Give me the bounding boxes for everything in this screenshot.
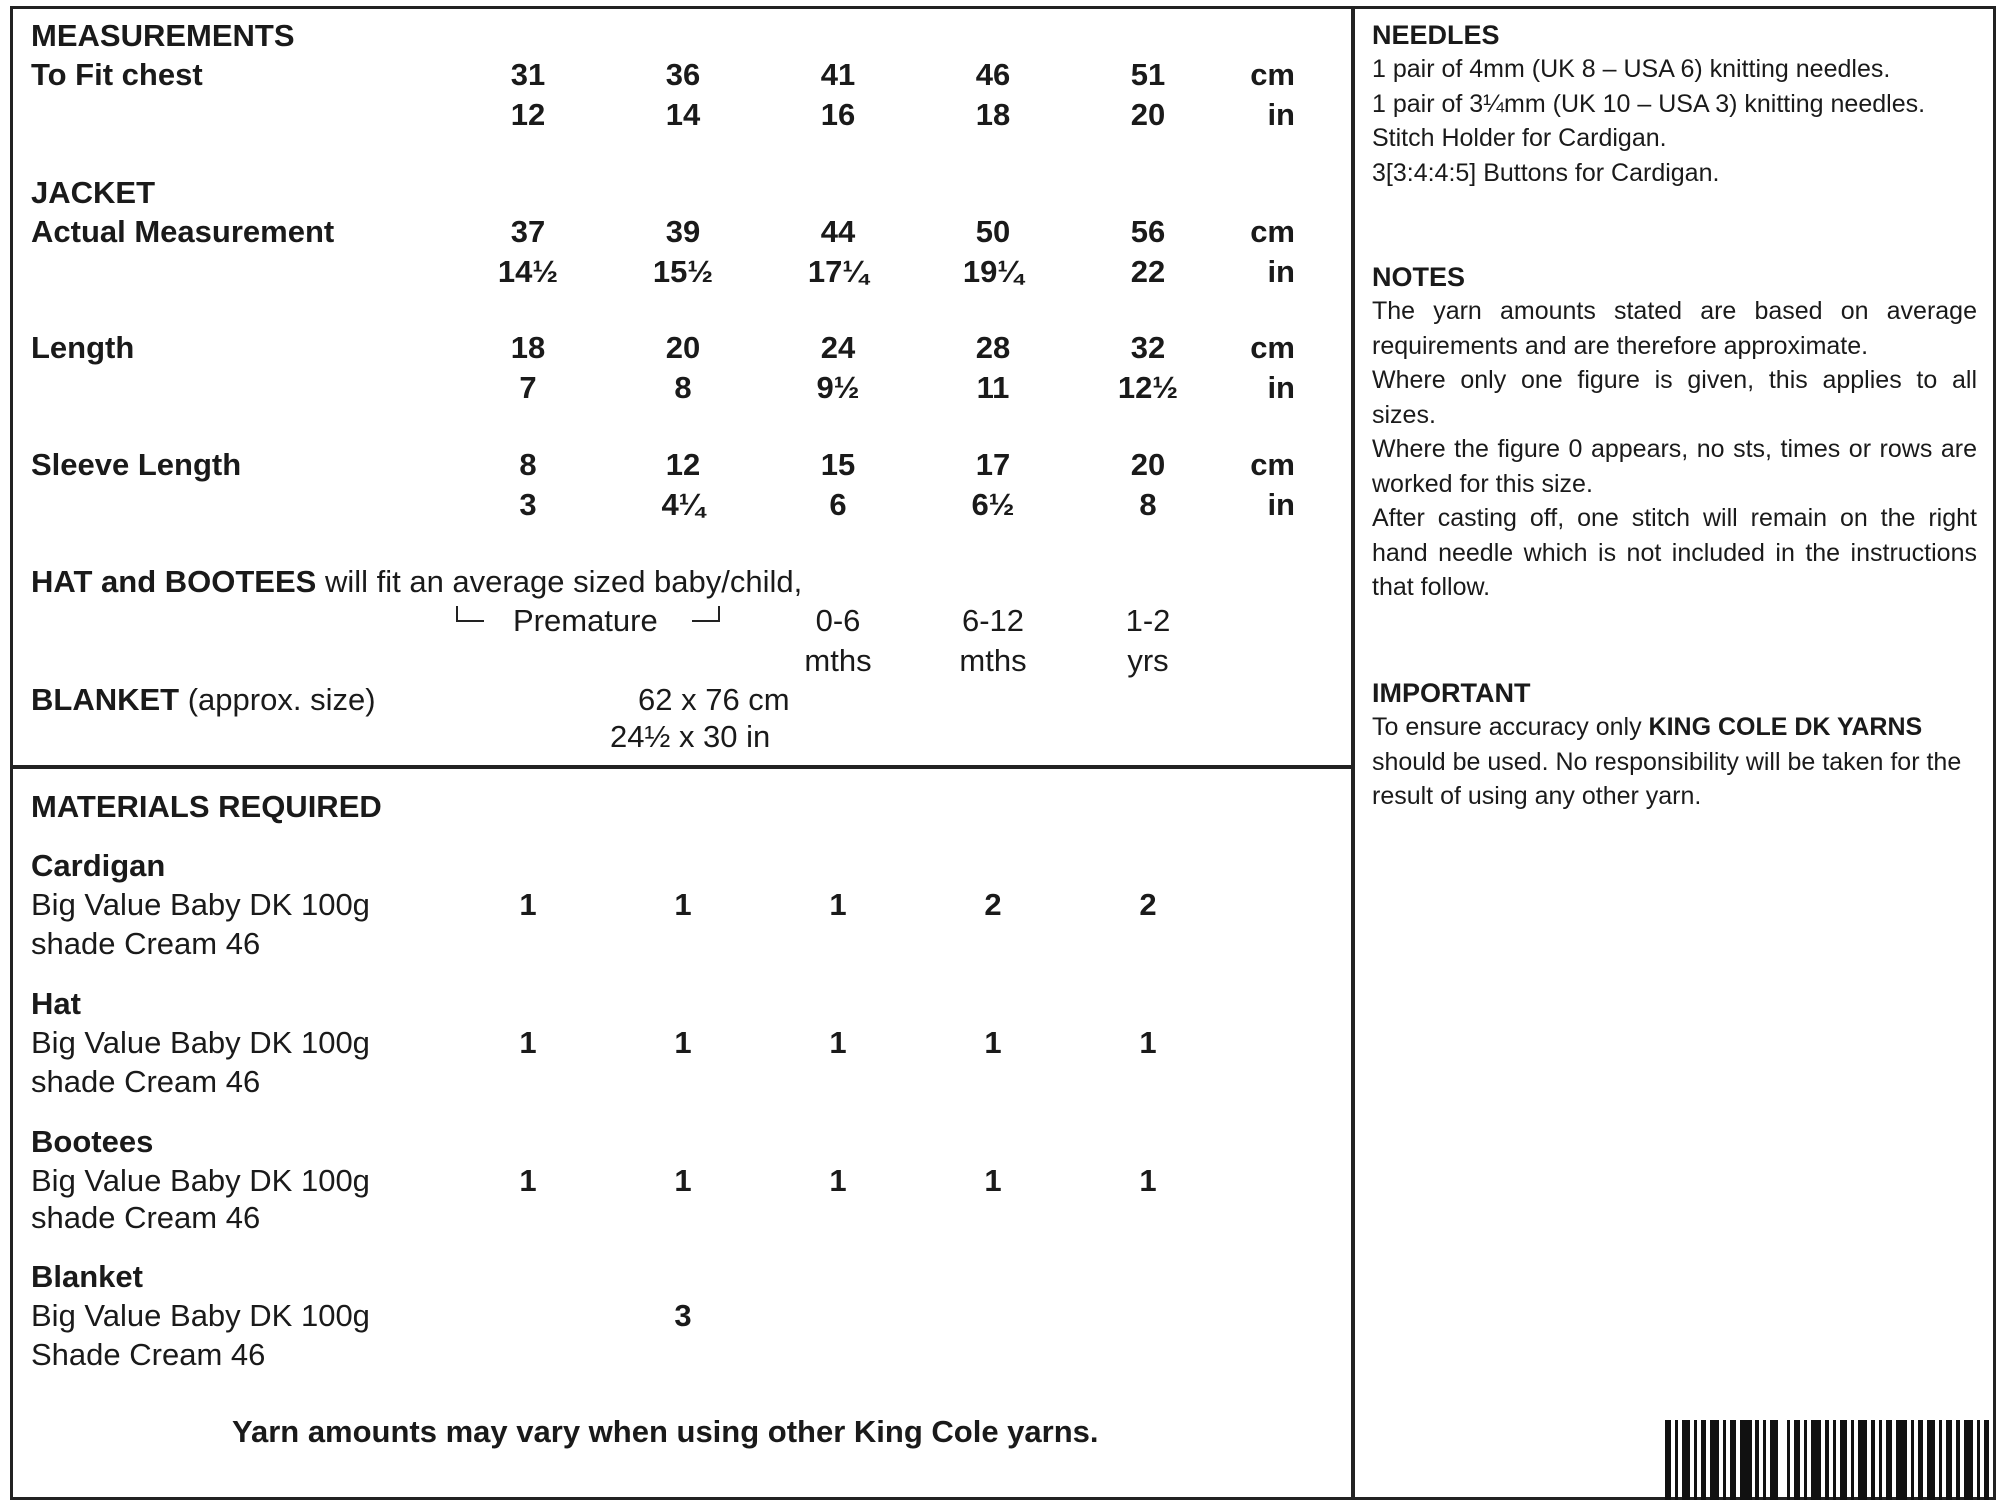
to-fit-in-3: 16	[820, 97, 856, 132]
notes-paragraph-1: The yarn amounts stated are based on average requirements and are therefore approximate.	[1372, 297, 1977, 360]
size-0-6-top: 0-6	[815, 603, 861, 638]
sleeve-in-4: 6½	[971, 487, 1015, 522]
cardigan-shade: shade Cream 46	[31, 926, 261, 961]
size-1-2-top: 1-2	[1125, 603, 1171, 638]
actual-in-4: 19¼	[962, 254, 1024, 289]
jacket-heading: JACKET	[31, 175, 156, 210]
blanket-yarn: Big Value Baby DK 100g	[31, 1298, 370, 1333]
bootees-shade: shade Cream 46	[31, 1200, 261, 1235]
important-text	[1372, 710, 1972, 814]
to-fit-in-2: 14	[665, 97, 701, 132]
measurements-heading: MEASUREMENTS	[31, 18, 295, 53]
sleeve-in-2: 4¼	[661, 487, 705, 522]
actual-cm-2: 39	[665, 214, 701, 249]
to-fit-in-1: 12	[510, 97, 546, 132]
cardigan-qty-5: 2	[1139, 887, 1157, 922]
bootees-qty-1: 1	[519, 1163, 537, 1198]
length-label: Length	[31, 330, 135, 365]
actual-in-2: 15½	[652, 254, 714, 289]
hat-name: Hat	[31, 986, 81, 1021]
blanket-shade: Shade Cream 46	[31, 1337, 266, 1372]
length-cm-5: 32	[1130, 330, 1166, 365]
blanket-line	[31, 682, 376, 718]
unit-cm: cm	[1250, 447, 1295, 482]
blanket-size-cm: 62 x 76 cm	[638, 682, 790, 717]
size-1-2-bottom: yrs	[1127, 643, 1169, 678]
bootees-qty-2: 1	[674, 1163, 692, 1198]
unit-in: in	[1267, 487, 1295, 522]
hat-bootees-bold: HAT and BOOTEES	[31, 564, 317, 599]
size-6-12-bottom: mths	[959, 643, 1027, 678]
hat-bootees-rest: will fit an average sized baby/child,	[324, 564, 803, 599]
length-cm-1: 18	[510, 330, 546, 365]
important-brand: KING COLE DK YARNS	[1648, 713, 1923, 741]
length-in-2: 8	[674, 370, 692, 405]
cardigan-qty-1: 1	[519, 887, 537, 922]
to-fit-cm-4: 46	[975, 57, 1011, 92]
to-fit-cm-1: 31	[510, 57, 546, 92]
bootees-qty-5: 1	[1139, 1163, 1157, 1198]
important-heading: IMPORTANT	[1372, 678, 1531, 708]
blanket-bold: BLANKET	[31, 682, 180, 717]
actual-cm-3: 44	[820, 214, 856, 249]
unit-cm: cm	[1250, 214, 1295, 249]
to-fit-cm-2: 36	[665, 57, 701, 92]
to-fit-label: To Fit chest	[31, 57, 203, 92]
length-in-3: 9½	[816, 370, 860, 405]
notes-section	[1372, 260, 1977, 605]
actual-measurement-label: Actual Measurement	[31, 214, 335, 249]
hat-qty-4: 1	[984, 1025, 1002, 1060]
blanket-qty: 3	[674, 1298, 692, 1333]
important-text-before: To ensure accuracy only	[1372, 713, 1649, 741]
cardigan-qty-3: 1	[829, 887, 847, 922]
barcode-icon	[1665, 1420, 1990, 1500]
needles-line-4: 3[3:4:4:5] Buttons for Cardigan.	[1372, 158, 1720, 187]
hat-qty-5: 1	[1139, 1025, 1157, 1060]
blanket-size-in: 24½ x 30 in	[610, 719, 771, 754]
cardigan-yarn: Big Value Baby DK 100g	[31, 887, 370, 922]
sleeve-cm-1: 8	[519, 447, 537, 482]
blanket-name: Blanket	[31, 1259, 143, 1294]
length-in-5: 12½	[1117, 370, 1179, 405]
unit-cm: cm	[1250, 57, 1295, 92]
hat-qty-3: 1	[829, 1025, 847, 1060]
important-text-after: should be used. No responsibility will be taken for the result of using any other yarn.	[1372, 747, 1962, 810]
sleeve-in-1: 3	[519, 487, 537, 522]
unit-in: in	[1267, 370, 1295, 405]
notes-heading: NOTES	[1372, 262, 1466, 292]
hat-yarn: Big Value Baby DK 100g	[31, 1025, 370, 1060]
section-divider	[10, 765, 1353, 769]
actual-in-3: 17¼	[807, 254, 869, 289]
hat-shade: shade Cream 46	[31, 1064, 261, 1099]
actual-cm-1: 37	[510, 214, 546, 249]
to-fit-cm-3: 41	[820, 57, 856, 92]
actual-in-5: 22	[1130, 254, 1166, 289]
unit-cm: cm	[1250, 330, 1295, 365]
sleeve-cm-5: 20	[1130, 447, 1166, 482]
cardigan-qty-4: 2	[984, 887, 1002, 922]
notes-paragraph-3: Where the figure 0 appears, no sts, times or rows are worked for this size.	[1372, 435, 1977, 498]
needles-line-3: Stitch Holder for Cardigan.	[1372, 124, 1667, 152]
premature-bracket-left	[456, 606, 484, 622]
needles-section	[1372, 18, 1977, 190]
hat-bootees-line	[31, 564, 802, 600]
length-in-1: 7	[519, 370, 537, 405]
to-fit-in-5: 20	[1130, 97, 1166, 132]
premature-bracket-right	[692, 606, 720, 622]
actual-in-1: 14½	[497, 254, 559, 289]
actual-cm-5: 56	[1130, 214, 1166, 249]
size-6-12-top: 6-12	[961, 603, 1025, 638]
cardigan-qty-2: 1	[674, 887, 692, 922]
needles-heading: NEEDLES	[1372, 20, 1500, 50]
bootees-name: Bootees	[31, 1124, 154, 1159]
notes-paragraph-2: Where only one figure is given, this applies to all sizes.	[1372, 366, 1977, 429]
sleeve-length-label: Sleeve Length	[31, 447, 242, 482]
to-fit-in-4: 18	[975, 97, 1011, 132]
size-0-6-bottom: mths	[804, 643, 872, 678]
to-fit-cm-5: 51	[1130, 57, 1166, 92]
unit-in: in	[1267, 254, 1295, 289]
length-cm-2: 20	[665, 330, 701, 365]
bootees-qty-4: 1	[984, 1163, 1002, 1198]
column-divider	[1351, 6, 1355, 1497]
sleeve-cm-3: 15	[820, 447, 856, 482]
needles-line-1: 1 pair of 4mm (UK 8 – USA 6) knitting needles.	[1372, 55, 1891, 83]
length-in-4: 11	[976, 370, 1010, 405]
notes-paragraph-4: After casting off, one stitch will remain on the right hand needle which is not included in the instructions that follow.	[1372, 504, 1977, 601]
hat-qty-2: 1	[674, 1025, 692, 1060]
materials-footer: Yarn amounts may vary when using other King Cole yarns.	[232, 1414, 1099, 1449]
premature-label: Premature	[513, 603, 658, 638]
length-cm-4: 28	[975, 330, 1011, 365]
sleeve-cm-2: 12	[665, 447, 701, 482]
cardigan-name: Cardigan	[31, 848, 166, 883]
unit-in: in	[1267, 97, 1295, 132]
hat-qty-1: 1	[519, 1025, 537, 1060]
sleeve-cm-4: 17	[975, 447, 1011, 482]
important-section	[1372, 676, 1972, 814]
sleeve-in-3: 6	[829, 487, 847, 522]
needles-line-2: 1 pair of 3¼mm (UK 10 – USA 3) knitting needles.	[1372, 89, 1926, 118]
materials-heading: MATERIALS REQUIRED	[31, 789, 382, 824]
actual-cm-4: 50	[975, 214, 1011, 249]
bootees-qty-3: 1	[829, 1163, 847, 1198]
blanket-rest: (approx. size)	[187, 682, 376, 717]
length-cm-3: 24	[820, 330, 856, 365]
bootees-yarn: Big Value Baby DK 100g	[31, 1163, 370, 1198]
sleeve-in-5: 8	[1139, 487, 1157, 522]
